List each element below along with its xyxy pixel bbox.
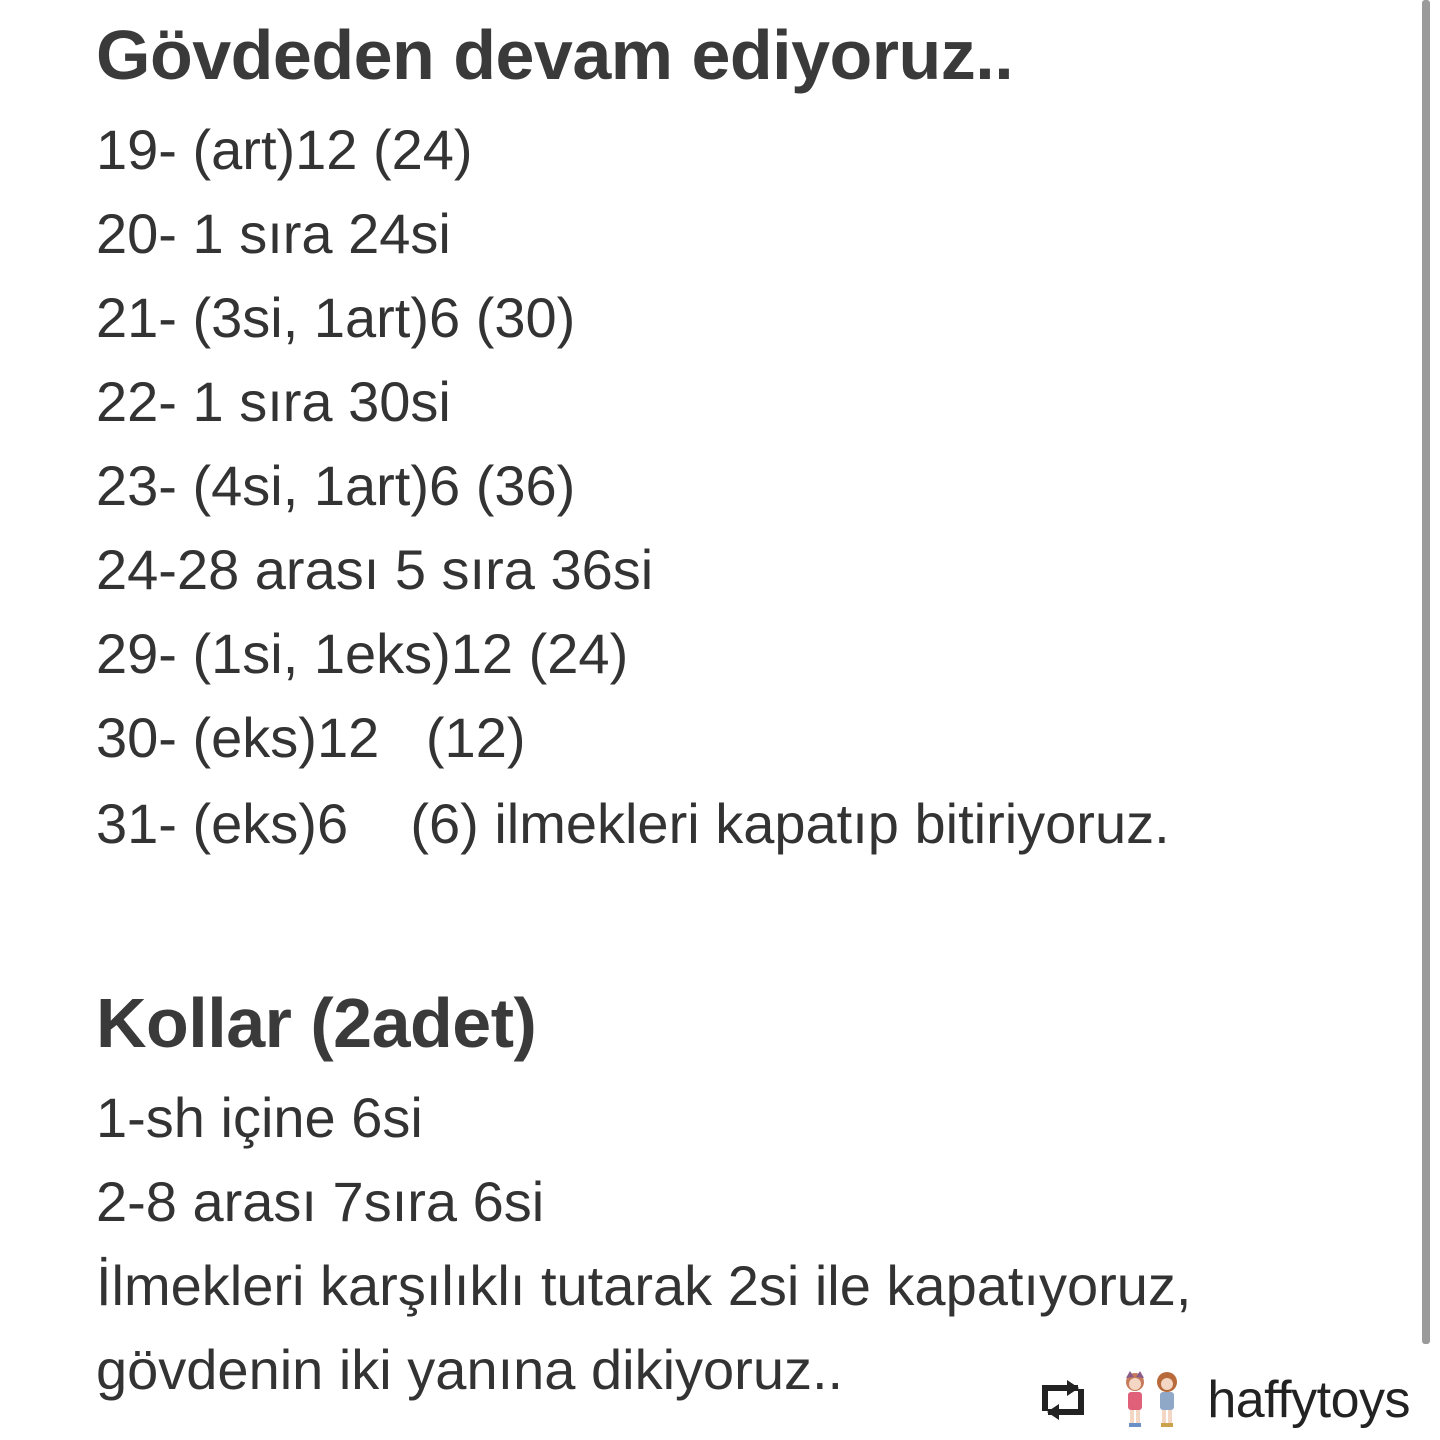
pattern-row: 29- (1si, 1eks)12 (24)	[96, 622, 629, 685]
pattern-row: 19- (art)12 (24)	[96, 118, 473, 181]
pattern-row: gövdenin iki yanına dikiyoruz..	[96, 1338, 844, 1401]
doll-avatar-icon[interactable]	[1113, 1368, 1189, 1432]
pattern-row: 20- 1 sıra 24si	[96, 202, 451, 265]
pattern-row: 31- (eks)6 (6) ilmekleri kapatıp bitiriyoruz.	[96, 792, 1170, 855]
section-title-arms: Kollar (2adet)	[96, 984, 537, 1062]
pattern-row: 2-8 arası 7sıra 6si	[96, 1170, 545, 1233]
repost-attribution[interactable]	[1023, 1360, 1410, 1440]
pattern-row: 1-sh içine 6si	[96, 1086, 423, 1149]
repost-icon[interactable]	[1035, 1372, 1091, 1428]
pattern-row: 24-28 arası 5 sıra 36si	[96, 538, 654, 601]
scrollbar[interactable]	[1422, 0, 1430, 1344]
pattern-row: 22- 1 sıra 30si	[96, 370, 451, 433]
pattern-row: 23- (4si, 1art)6 (36)	[96, 454, 576, 517]
pattern-row: İlmekleri karşılıklı tutarak 2si ile kapatıyoruz,	[96, 1254, 1192, 1317]
pattern-row: 30- (eks)12 (12)	[96, 706, 526, 769]
pattern-row: 21- (3si, 1art)6 (30)	[96, 286, 576, 349]
section-title-body: Gövdeden devam ediyoruz..	[96, 16, 1014, 94]
repost-username[interactable]: haffytoys	[1207, 1371, 1410, 1429]
